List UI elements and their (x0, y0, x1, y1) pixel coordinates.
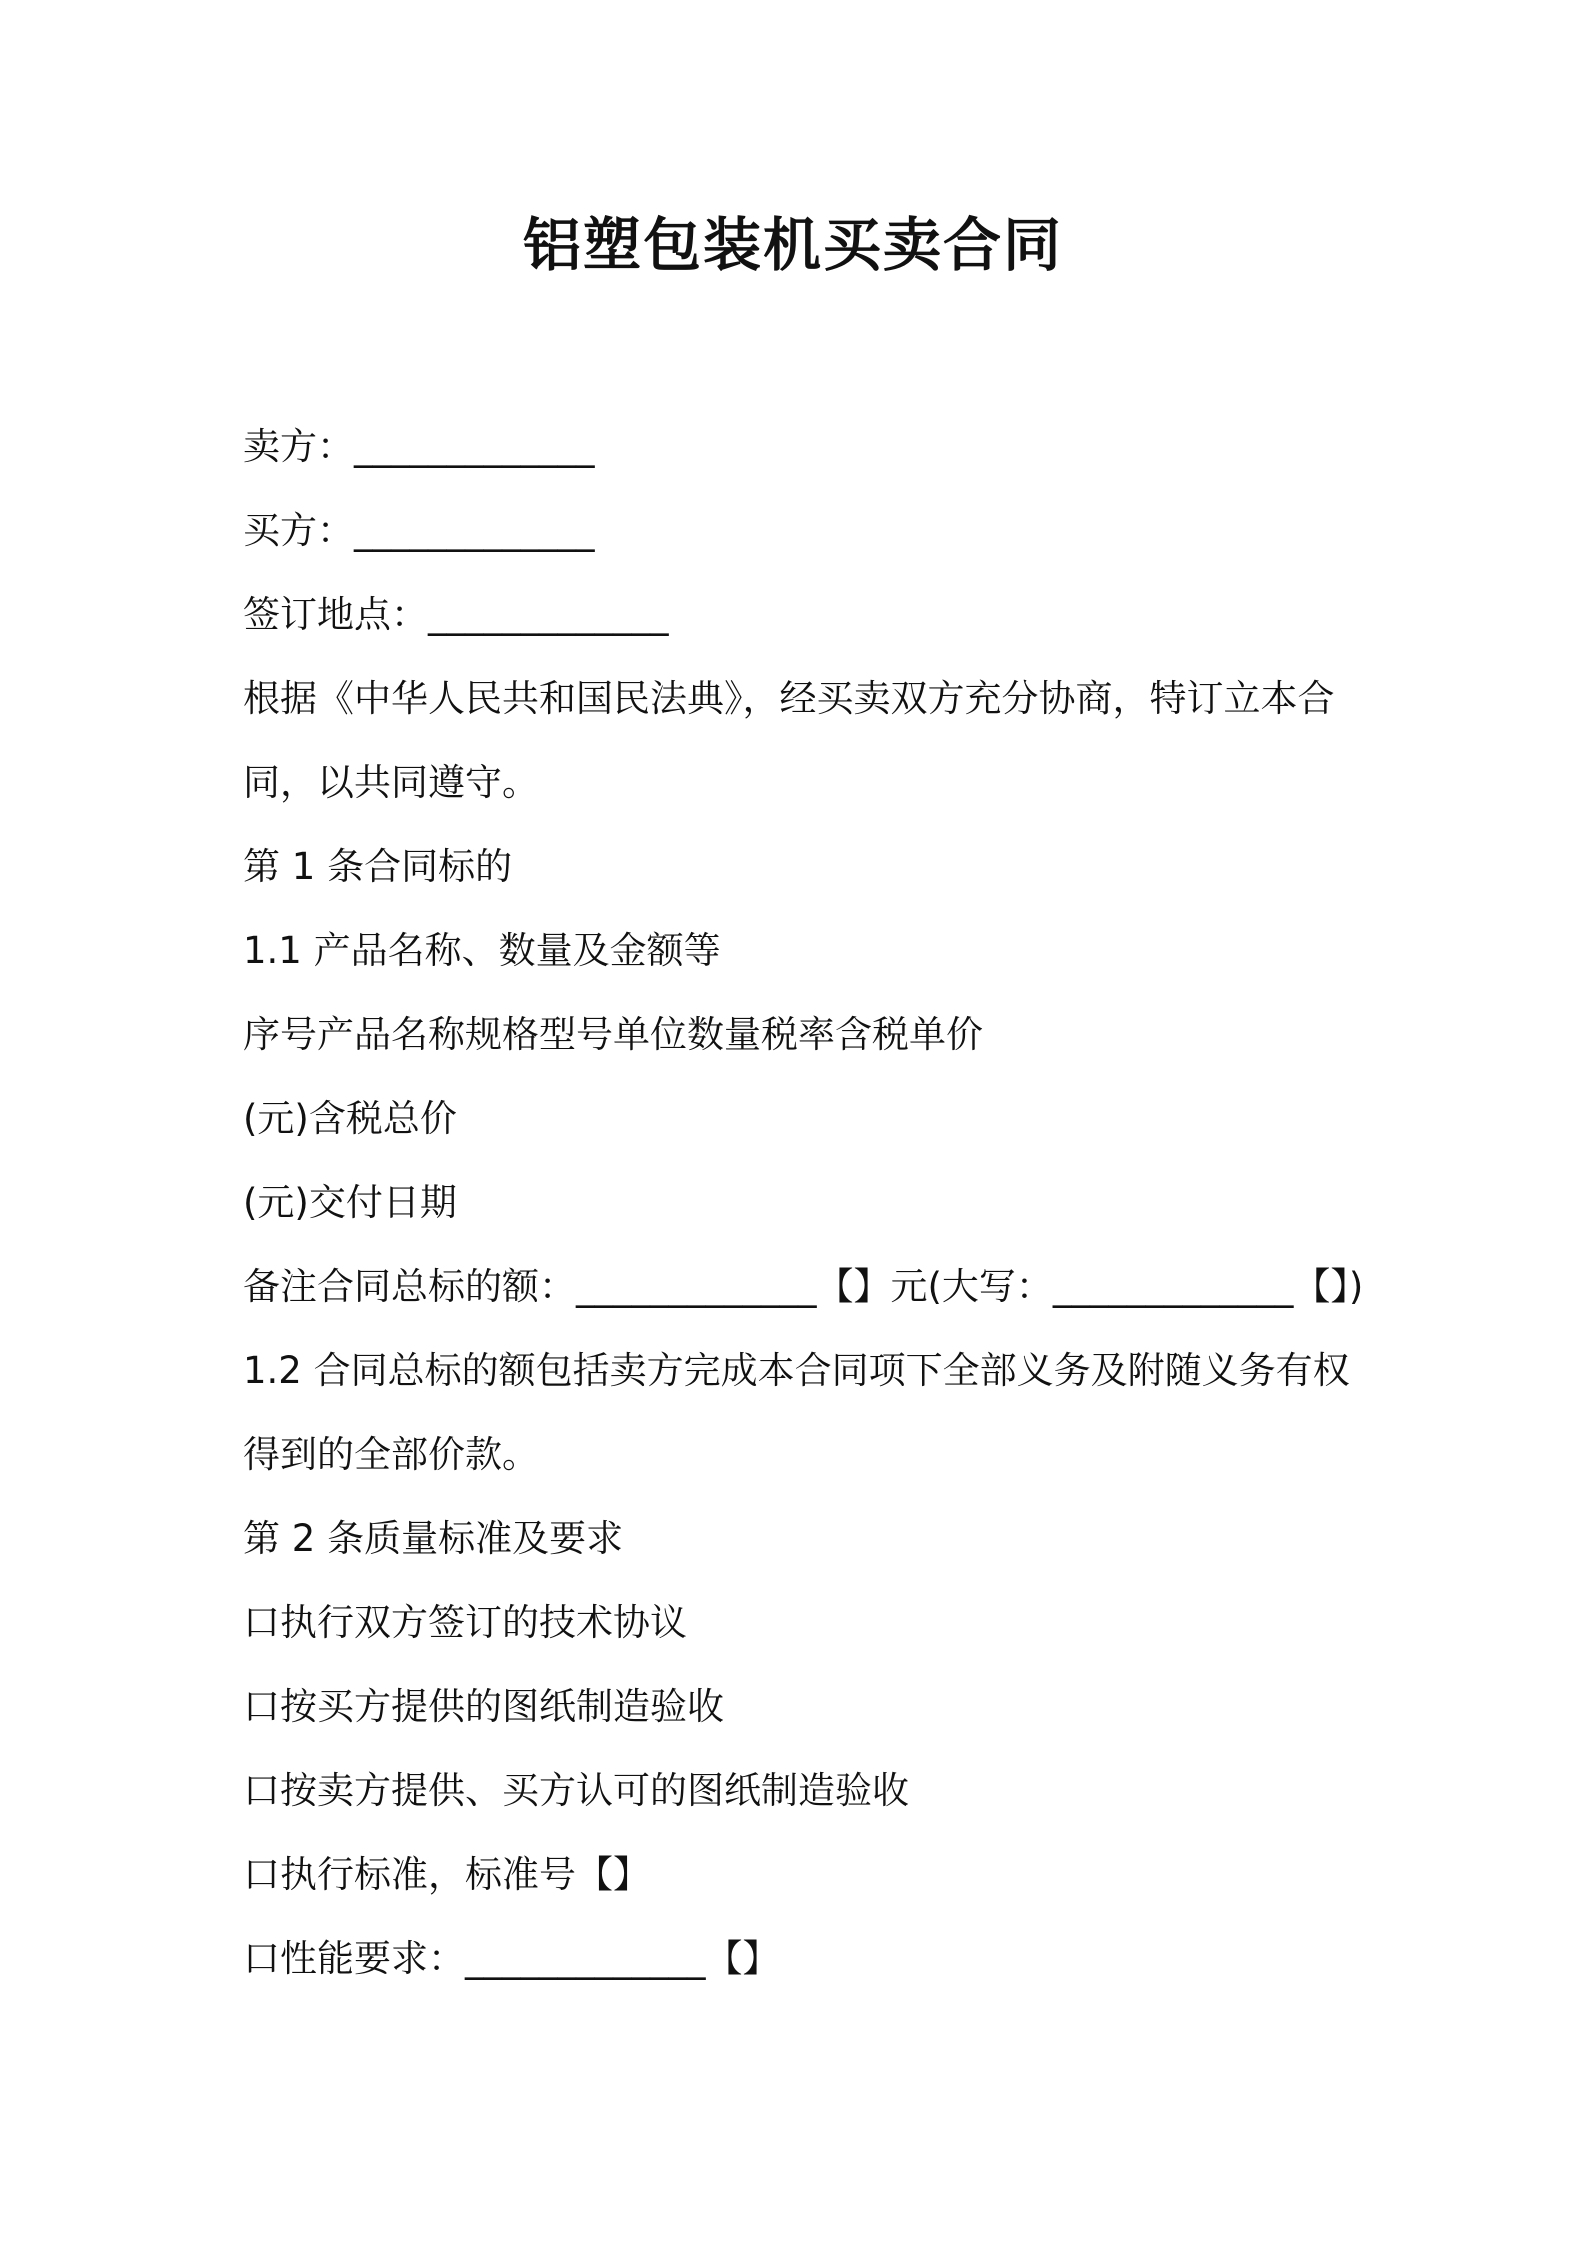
seller-line: 卖方：_____________ (243, 425, 595, 468)
table-header-line-3: (元)交付日期 (243, 1181, 457, 1224)
clause-1-1-heading: 1.1 产品名称、数量及金额等 (243, 929, 721, 972)
buyer-line: 买方：_____________ (243, 509, 595, 552)
preamble-line-1: 根据《中华人民共和国民法典》，经买卖双方充分协商，特订立本合 (243, 677, 1335, 720)
quality-option-seller-drawings: 口按卖方提供、买方认可的图纸制造验收 (243, 1769, 909, 1812)
quality-option-performance: 口性能要求：_____________【】 (243, 1937, 780, 1980)
article-1-heading: 第 1 条合同标的 (243, 845, 513, 888)
quality-option-technical-agreement: 口执行双方签订的技术协议 (243, 1601, 687, 1644)
quality-option-standard: 口执行标准，标准号【】 (243, 1853, 650, 1896)
article-2-heading: 第 2 条质量标准及要求 (243, 1517, 624, 1560)
table-header-line-1: 序号产品名称规格型号单位数量税率含税单价 (243, 1013, 983, 1056)
table-header-line-2: (元)含税总价 (243, 1097, 457, 1140)
signing-place-line: 签订地点：_____________ (243, 593, 669, 636)
preamble-line-2: 同，以共同遵守。 (243, 761, 539, 804)
clause-1-2-line-1: 1.2 合同总标的额包括卖方完成本合同项下全部义务及附随义务有权 (243, 1349, 1350, 1392)
total-amount-line: 备注合同总标的额：_____________【】元(大写：_____________【】) (243, 1265, 1364, 1308)
quality-option-buyer-drawings: 口按买方提供的图纸制造验收 (243, 1685, 724, 1728)
clause-1-2-line-2: 得到的全部价款。 (243, 1433, 539, 1476)
document-body (243, 405, 1364, 2001)
document-title: 铝塑包装机买卖合同 (522, 211, 1063, 279)
